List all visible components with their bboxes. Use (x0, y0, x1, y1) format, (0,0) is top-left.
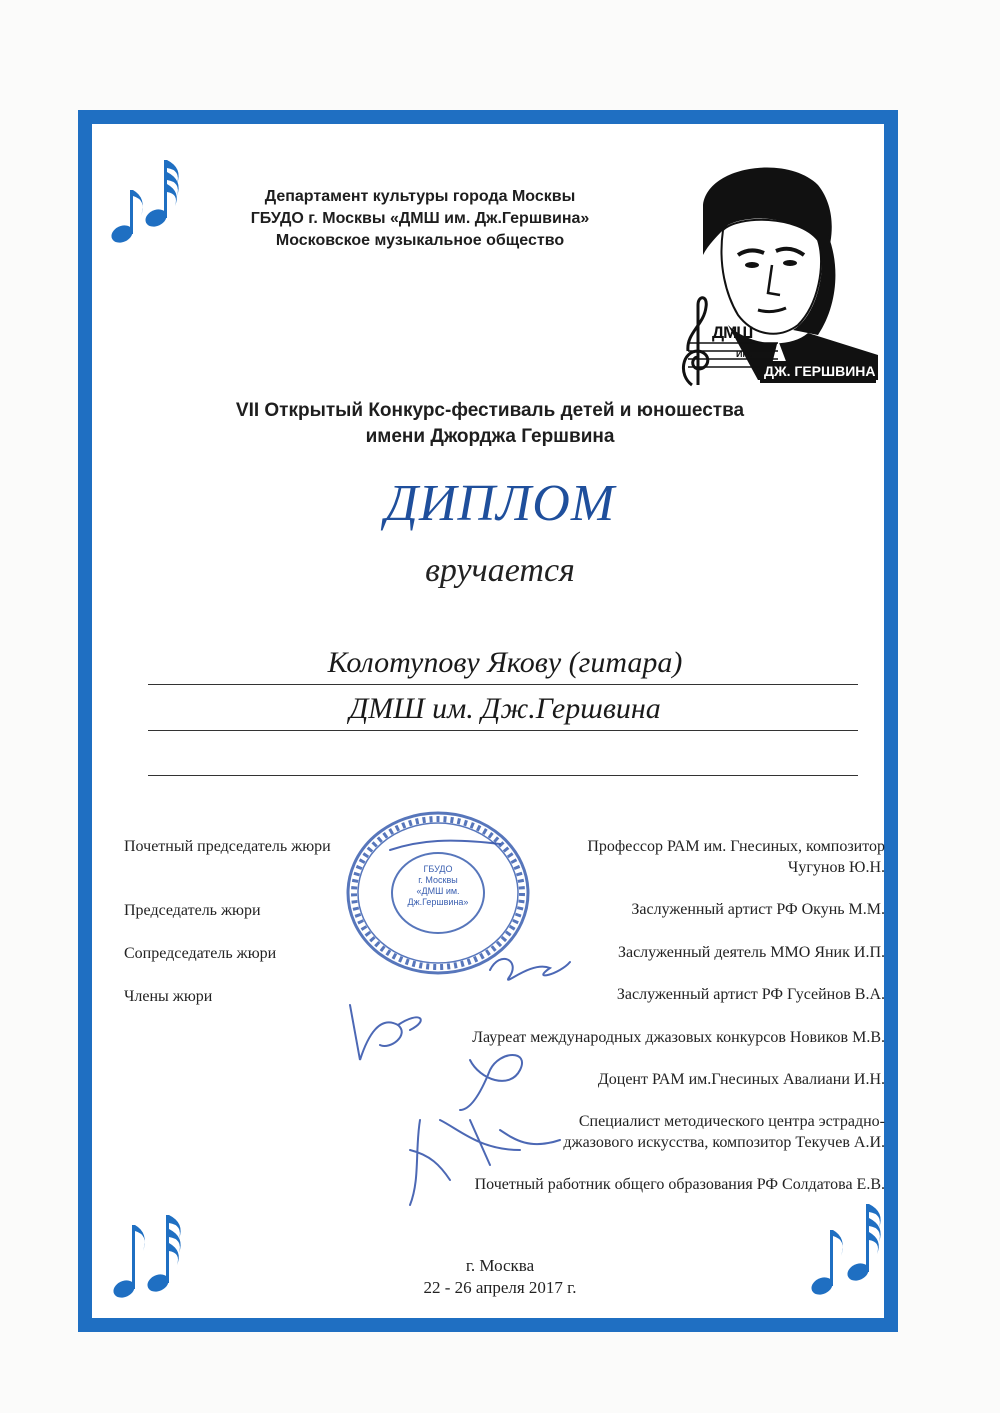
stamp-line: г. Москвы (418, 875, 458, 885)
fill-line (148, 775, 858, 776)
jury-chair: Заслуженный артист РФ Окунь М.М. (631, 901, 885, 918)
role-honorary-chair: Почетный председатель жюри (124, 838, 331, 855)
logo-text-name: ДЖ. ГЕРШВИНА (764, 363, 876, 379)
header-school: ГБУДО г. Москвы «ДМШ им. Дж.Гершвина» (250, 210, 590, 227)
jury-honorary-chair-line1: Профессор РАМ им. Гнесиных, композитор (587, 838, 885, 855)
fill-line (148, 730, 858, 731)
jury-cochair: Заслуженный деятель ММО Яник И.П. (617, 944, 885, 961)
jury-member: Заслуженный артист РФ Гусейнов В.А. (616, 986, 885, 1003)
recipient-name: Колотупову Якову (гитара) (327, 646, 683, 679)
jury-member: Лауреат международных джазовых конкурсов Новиков М.В. (472, 1029, 885, 1046)
jury-member: Специалист методического центра эстрадно- (578, 1113, 885, 1130)
logo-text-im: ИМ. (736, 349, 753, 359)
footer-city: г. Москва (465, 1256, 535, 1275)
jury-member: Доцент РАМ им.Гнесиных Авалиани И.Н. (597, 1071, 885, 1088)
role-members: Члены жюри (124, 988, 213, 1005)
jury-member: джазового искусства, композитор Текучев А.И. (563, 1134, 885, 1151)
header-department: Департамент культуры города Москвы (264, 188, 576, 205)
recipient-school: ДМШ им. Дж.Гершвина (349, 692, 661, 725)
stamp-line: «ДМШ им. (416, 886, 460, 896)
stamp-line: ГБУДО (423, 864, 453, 874)
portrait-illustration (668, 155, 878, 395)
jury-member: Почетный работник общего образования РФ Солдатова Е.В. (474, 1176, 885, 1193)
competition-title-line1: VII Открытый Конкурс-фестиваль детей и юношества (235, 400, 745, 421)
footer-dates: 22 - 26 апреля 2017 г. (423, 1278, 577, 1297)
diploma-subtitle: вручается (425, 552, 575, 589)
competition-title-line2: имени Джорджа Гершвина (365, 426, 615, 447)
school-logo (668, 155, 878, 395)
stamp-line: Дж.Гершвина» (407, 897, 469, 907)
fill-line (148, 684, 858, 685)
header-society: Московское музыкальное общество (275, 232, 565, 249)
role-chair: Председатель жюри (124, 902, 261, 919)
logo-text-dmsh: ДМШ (712, 323, 753, 342)
role-cochair: Сопредседатель жюри (124, 945, 277, 962)
jury-honorary-chair-line2: Чугунов Ю.Н. (787, 859, 885, 876)
signatures (320, 820, 580, 1210)
diploma-title: ДИПЛОМ (384, 475, 616, 532)
